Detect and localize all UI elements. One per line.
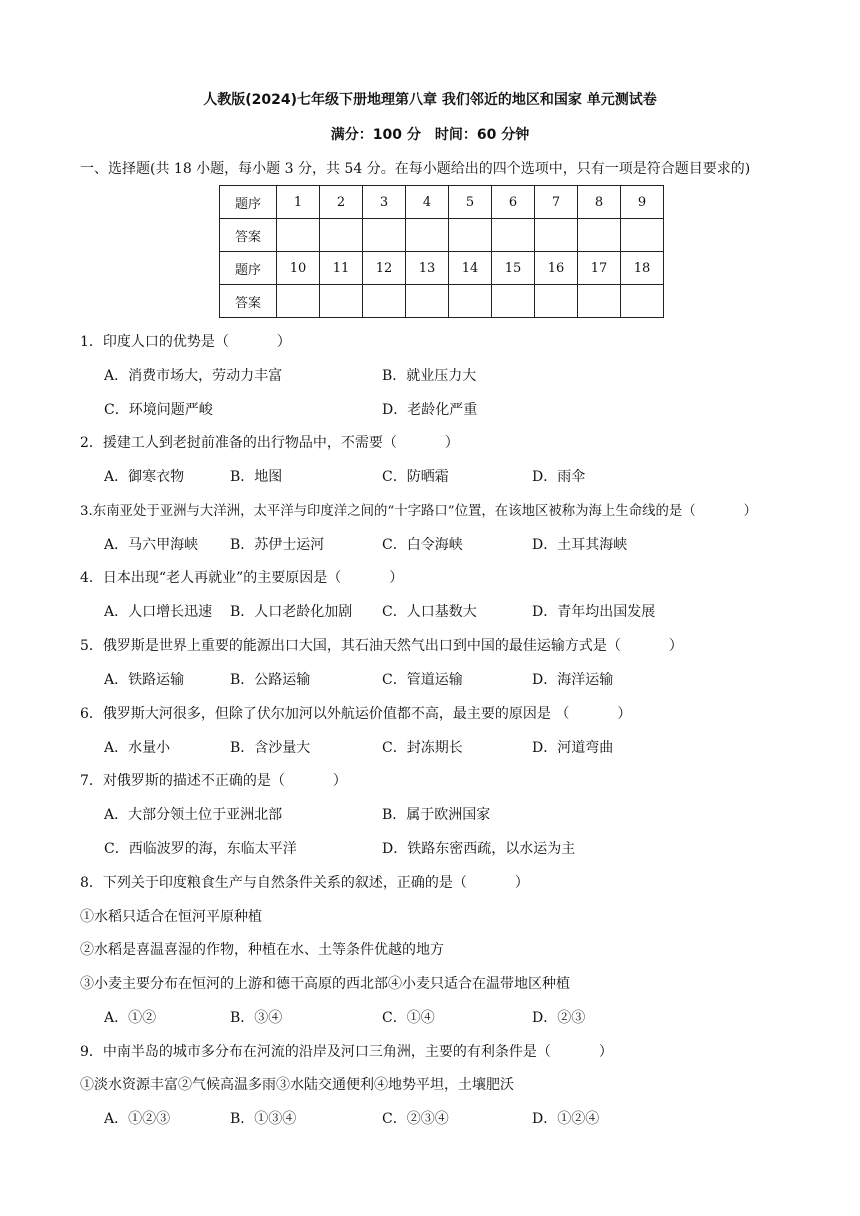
question-close: ） [276,334,291,350]
answer-table [219,185,664,318]
answer-cell[interactable] [621,285,664,318]
seq-cell: 15 [492,252,535,285]
option-a[interactable]: A．①②③ [104,1111,171,1127]
option-c[interactable]: C．①④ [382,1010,435,1026]
option-c[interactable]: C．②③④ [382,1111,449,1127]
question-close: ） [332,773,347,789]
option-b[interactable]: B．公路运输 [230,672,311,688]
answer-cell[interactable] [363,219,406,252]
option-a[interactable]: A．马六甲海峡 [104,537,199,553]
statement: ①水稻只适合在恒河平原种植 [80,909,262,925]
seq-cell: 8 [578,186,621,219]
option-c[interactable]: C．防晒霜 [382,469,449,485]
question-stem: 9．中南半岛的城市多分布在河流的沿岸及河口三角洲，主要的有利条件是（ [80,1044,551,1060]
option-a[interactable]: A．大部分领土位于亚洲北部 [104,807,283,823]
question-6 [80,703,840,723]
statement: ③小麦主要分布在恒河的上游和德干高原的西北部④小麦只适合在温带地区种植 [80,976,570,992]
option-b[interactable]: B．地图 [230,469,283,485]
option-b[interactable]: B．①③④ [230,1111,297,1127]
option-a[interactable]: A．水量小 [104,740,171,756]
seq-cell: 4 [406,186,449,219]
question-close: ） [617,706,632,722]
option-d[interactable]: D．老龄化严重 [382,402,478,418]
option-b[interactable]: B．③④ [230,1010,283,1026]
seq-cell: 2 [320,186,363,219]
option-b[interactable]: B．就业压力大 [382,368,477,384]
question-stem: 6．俄罗斯大河很多，但除了伏尔加河以外航运价值都不高，最主要的原因是 （ [80,706,570,722]
option-c[interactable]: C．封冻期长 [382,740,463,756]
question-stem: 3.东南亚处于亚洲与大洋洲，太平洋与印度洋之间的“十字路口”位置，在该地区被称为海上生命线的是（ [80,504,696,519]
answer-cell[interactable] [277,219,320,252]
option-c[interactable]: C．管道运输 [382,672,463,688]
seq-cell: 17 [578,252,621,285]
answer-cell[interactable] [406,219,449,252]
answer-cell[interactable] [449,285,492,318]
question-stem: 5．俄罗斯是世界上重要的能源出口大国，其石油天然气出口到中国的最佳运输方式是（ [80,638,621,654]
option-d[interactable]: D．海洋运输 [532,672,614,688]
option-c[interactable]: C．白令海峡 [382,537,463,553]
option-d[interactable]: D．雨伞 [532,469,586,485]
seq-cell: 10 [277,252,320,285]
option-d[interactable]: D．青年均出国发展 [532,604,656,620]
answer-cell[interactable] [406,285,449,318]
question-stem: 7．对俄罗斯的描述不正确的是（ [80,773,285,789]
seq-cell: 12 [363,252,406,285]
seq-cell: 5 [449,186,492,219]
option-d[interactable]: D．①②④ [532,1111,600,1127]
option-d[interactable]: D．土耳其海峡 [532,537,628,553]
ans-label: 答案 [220,219,277,252]
question-4 [80,567,840,587]
question-close: ） [389,570,404,586]
answer-cell[interactable] [578,219,621,252]
option-b[interactable]: B．苏伊士运河 [230,537,325,553]
answer-cell[interactable] [492,285,535,318]
answer-cell[interactable] [449,219,492,252]
question-close: ） [514,875,529,891]
question-stem: 2．援建工人到老挝前准备的出行物品中，不需要（ [80,435,397,451]
seq-label: 题序 [220,252,277,285]
option-c[interactable]: C．西临波罗的海，东临太平洋 [104,841,297,857]
question-5 [80,635,840,655]
section-heading: 一、选择题(共 18 小题，每小题 3 分，共 54 分。在每小题给出的四个选项中，只有一项是符合题目要求的) [80,161,751,177]
seq-cell: 14 [449,252,492,285]
answer-cell[interactable] [492,219,535,252]
seq-cell: 13 [406,252,449,285]
question-close: ） [598,1044,613,1060]
answer-cell[interactable] [320,219,363,252]
option-c[interactable]: C．环境问题严峻 [104,402,213,418]
seq-cell: 1 [277,186,320,219]
answer-cell[interactable] [320,285,363,318]
table-row [220,285,664,318]
answer-cell[interactable] [578,285,621,318]
seq-cell: 3 [363,186,406,219]
seq-cell: 11 [320,252,363,285]
option-b[interactable]: B．人口老龄化加剧 [230,604,353,620]
answer-cell[interactable] [535,219,578,252]
option-b[interactable]: B．属于欧洲国家 [382,807,491,823]
option-d[interactable]: D．河道弯曲 [532,740,614,756]
answer-cell[interactable] [621,219,664,252]
option-d[interactable]: D．②③ [532,1010,586,1026]
option-c[interactable]: C．人口基数大 [382,604,477,620]
question-2 [80,432,840,452]
statement: ②水稻是喜温喜湿的作物，种植在水、土等条件优越的地方 [80,942,444,958]
question-8 [80,872,840,892]
table-row [220,252,664,285]
answer-cell[interactable] [535,285,578,318]
question-stem: 8．下列关于印度粮食生产与自然条件关系的叙述，正确的是（ [80,875,467,891]
seq-label: 题序 [220,186,277,219]
option-a[interactable]: A．铁路运输 [104,672,185,688]
seq-cell: 16 [535,252,578,285]
statement: ①淡水资源丰富②气候高温多雨③水陆交通便利④地势平坦，土壤肥沃 [80,1077,514,1093]
seq-cell: 6 [492,186,535,219]
question-stem: 1．印度人口的优势是（ [80,334,229,350]
question-9 [80,1041,840,1061]
seq-cell: 18 [621,252,664,285]
option-a[interactable]: A．人口增长迅速 [104,604,213,620]
table-row [220,186,664,219]
seq-cell: 9 [621,186,664,219]
answer-cell[interactable] [363,285,406,318]
question-7 [80,770,840,790]
page-subtitle: 满分：100 分 时间：60 分钟 [330,127,530,143]
seq-cell: 7 [535,186,578,219]
question-1 [80,331,840,351]
ans-label: 答案 [220,285,277,318]
answer-cell[interactable] [277,285,320,318]
question-close: ） [444,435,459,451]
option-b[interactable]: B．含沙量大 [230,740,311,756]
option-a[interactable]: A．消费市场大，劳动力丰富 [104,368,283,384]
option-a[interactable]: A．御寒衣物 [104,469,185,485]
table-row [220,219,664,252]
question-stem: 4．日本出现“老人再就业”的主要原因是（ [80,570,342,586]
page-title: 人教版(2024)七年级下册地理第八章 我们邻近的地区和国家 单元测试卷 [203,92,657,108]
option-d[interactable]: D．铁路东密西疏，以水运为主 [382,841,576,857]
question-close: ） [668,638,683,654]
question-close: ） [743,504,758,519]
option-a[interactable]: A．①② [104,1010,157,1026]
question-3 [80,500,840,519]
